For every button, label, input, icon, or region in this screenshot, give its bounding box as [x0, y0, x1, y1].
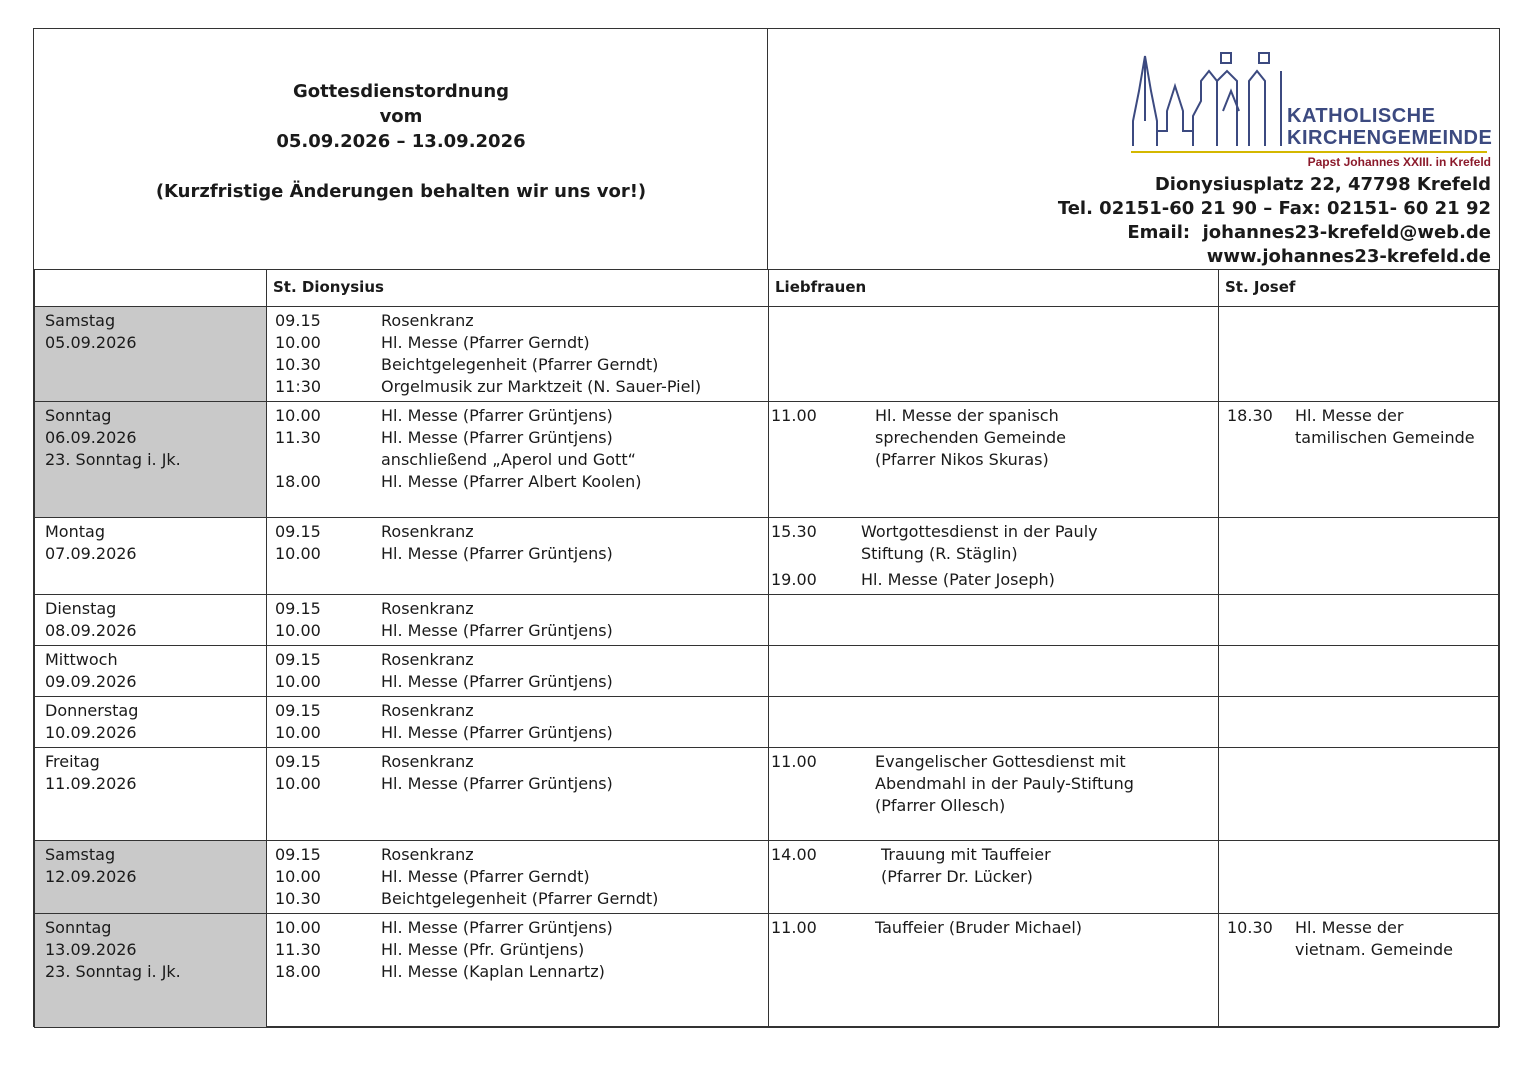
address: Dionysiusplatz 22, 47798 Krefeld	[1154, 174, 1491, 195]
event-time: 11.00	[771, 918, 817, 937]
event-time: 09.15	[275, 701, 321, 720]
logo-subtitle: Papst Johannes XXIII. in Krefeld	[1307, 155, 1491, 169]
event-time: 18.00	[275, 472, 321, 491]
event-time	[1227, 427, 1295, 449]
liebfrauen-cell	[769, 595, 1219, 646]
day-name: Freitag	[45, 752, 100, 771]
event-description: Hl. Messe (Pfarrer Gerndt)	[381, 867, 590, 886]
event-description: sprechenden Gemeinde	[875, 428, 1066, 447]
title-date-range: 05.09.2026 – 13.09.2026	[276, 131, 526, 152]
event-description: (Pfarrer Ollesch)	[875, 796, 1006, 815]
event-time: 10.00	[275, 672, 321, 691]
event-time	[771, 427, 875, 449]
day-date: 05.09.2026	[45, 333, 137, 352]
event-description: Hl. Messe der spanisch	[875, 406, 1059, 425]
event-description: Hl. Messe (Pfarrer Gerndt)	[381, 333, 590, 352]
event-time: 10.00	[275, 918, 321, 937]
event-time: 09.15	[275, 752, 321, 771]
table-row	[35, 914, 1499, 1028]
event-time	[771, 449, 875, 471]
table-row	[35, 646, 1499, 697]
event-entry	[275, 722, 760, 744]
event-time: 11.00	[771, 752, 817, 771]
event-entry	[275, 354, 760, 376]
parish-logo	[1131, 51, 1491, 171]
event-time: 10.00	[275, 723, 321, 742]
day-date: 10.09.2026	[45, 723, 137, 742]
day-cell	[35, 307, 267, 402]
event-description: Orgelmusik zur Marktzeit (N. Sauer-Piel)	[381, 377, 702, 396]
liebfrauen-cell	[769, 402, 1219, 518]
table-row	[35, 748, 1499, 841]
table-header-row	[35, 270, 1499, 307]
event-entry	[275, 332, 760, 354]
event-time: 10.30	[1227, 918, 1273, 937]
liebfrauen-cell	[769, 748, 1219, 841]
st-dionysius-cell	[267, 697, 769, 748]
day-name: Mittwoch	[45, 650, 118, 669]
day-date: 12.09.2026	[45, 867, 137, 886]
table-row	[35, 518, 1499, 595]
day-name: Sonntag	[45, 918, 112, 937]
website-link[interactable]: www.johannes23-krefeld.de	[1206, 246, 1491, 267]
day-cell	[35, 518, 267, 595]
event-description: Hl. Messe der	[1295, 406, 1404, 425]
event-entry	[1227, 939, 1490, 961]
st-josef-cell	[1219, 518, 1499, 595]
st-dionysius-cell	[267, 518, 769, 595]
event-entry	[275, 471, 760, 493]
day-date: 13.09.2026	[45, 940, 137, 959]
event-entry	[771, 917, 1216, 939]
contact-block	[1058, 173, 1491, 269]
event-time: 09.15	[275, 311, 321, 330]
event-description: anschließend „Aperol und Gott“	[381, 450, 636, 469]
table-row	[35, 595, 1499, 646]
event-time: 11.30	[275, 428, 321, 447]
day-name: Samstag	[45, 311, 116, 330]
event-time	[771, 773, 875, 795]
event-entry	[771, 521, 1216, 543]
event-description: Rosenkranz	[381, 311, 474, 330]
event-description: (Pfarrer Dr. Lücker)	[881, 867, 1033, 886]
event-time: 09.15	[275, 650, 321, 669]
event-description: Hl. Messe (Pater Joseph)	[861, 570, 1055, 589]
event-entry	[771, 751, 1216, 773]
event-time: 10.30	[275, 355, 321, 374]
event-time: 09.15	[275, 845, 321, 864]
event-time: 18.00	[275, 962, 321, 981]
changes-note: (Kurzfristige Änderungen behalten wir uns vor!)	[155, 181, 647, 202]
event-description: Hl. Messe (Kaplan Lennartz)	[381, 962, 605, 981]
event-time: 11:30	[275, 377, 322, 396]
liturgical-day: 23. Sonntag i. Jk.	[45, 450, 181, 469]
event-time: 10.00	[275, 406, 321, 425]
church-towers-icon	[1131, 51, 1291, 151]
event-entry	[275, 427, 760, 449]
st-josef-cell	[1219, 402, 1499, 518]
event-entry	[275, 671, 760, 693]
event-time: 10.00	[275, 867, 321, 886]
st-josef-cell	[1219, 841, 1499, 914]
liturgical-day: 23. Sonntag i. Jk.	[45, 962, 181, 981]
event-description: Hl. Messe (Pfarrer Albert Koolen)	[381, 472, 642, 491]
event-description: Hl. Messe (Pfarrer Grüntjens)	[381, 774, 613, 793]
day-date: 09.09.2026	[45, 672, 137, 691]
column-header-st-josef: St. Josef	[1219, 270, 1499, 307]
header-title-area	[34, 29, 768, 269]
event-time: 10.00	[275, 621, 321, 640]
event-entry	[771, 773, 1216, 795]
event-description: Hl. Messe der	[1295, 918, 1404, 937]
event-description: Hl. Messe (Pfarrer Grüntjens)	[381, 406, 613, 425]
event-description: Abendmahl in der Pauly-Stiftung	[875, 774, 1134, 793]
st-josef-cell	[1219, 307, 1499, 402]
event-entry	[771, 569, 1216, 591]
event-entry	[275, 620, 760, 642]
day-name: Samstag	[45, 845, 116, 864]
event-description: Hl. Messe (Pfarrer Grüntjens)	[381, 918, 613, 937]
logo-text-line2: KIRCHENGEMEINDE	[1287, 127, 1493, 149]
event-entry	[771, 405, 1216, 427]
day-date: 07.09.2026	[45, 544, 137, 563]
event-time	[771, 543, 861, 565]
column-header-liebfrauen: Liebfrauen	[769, 270, 1219, 307]
event-time: 10.00	[275, 333, 321, 352]
event-entry	[1227, 427, 1490, 449]
liebfrauen-cell	[769, 518, 1219, 595]
table-row	[35, 402, 1499, 518]
st-dionysius-cell	[267, 646, 769, 697]
st-dionysius-cell	[267, 307, 769, 402]
st-josef-cell	[1219, 748, 1499, 841]
day-date: 06.09.2026	[45, 428, 137, 447]
title-line: Gottesdienstordnung	[292, 81, 510, 102]
email-line	[1058, 221, 1491, 245]
event-entry	[275, 449, 760, 471]
event-time: 10.00	[275, 544, 321, 563]
event-entry	[771, 427, 1216, 449]
event-description: Rosenkranz	[381, 701, 474, 720]
table-row	[35, 697, 1499, 748]
event-entry	[275, 888, 760, 910]
event-entry	[771, 449, 1216, 471]
event-description: Hl. Messe (Pfr. Grüntjens)	[381, 940, 585, 959]
event-description: Rosenkranz	[381, 599, 474, 618]
event-entry	[275, 866, 760, 888]
event-entry	[771, 866, 1216, 888]
event-description: Beichtgelegenheit (Pfarrer Gerndt)	[381, 355, 659, 374]
event-description: vietnam. Gemeinde	[1295, 940, 1453, 959]
st-josef-cell	[1219, 914, 1499, 1028]
day-cell	[35, 748, 267, 841]
event-description: Hl. Messe (Pfarrer Grüntjens)	[381, 428, 613, 447]
day-cell	[35, 402, 267, 518]
event-time: 10.00	[275, 774, 321, 793]
day-cell	[35, 697, 267, 748]
event-description: Rosenkranz	[381, 522, 474, 541]
liebfrauen-cell	[769, 307, 1219, 402]
event-time: 19.00	[771, 570, 817, 589]
event-description: Trauung mit Tauffeier	[881, 845, 1051, 864]
event-time: 18.30	[1227, 406, 1273, 425]
event-time: 09.15	[275, 599, 321, 618]
event-time	[275, 449, 381, 471]
event-entry	[275, 939, 760, 961]
event-entry	[275, 700, 760, 722]
logo-text-line1: KATHOLISCHE	[1287, 105, 1436, 127]
event-entry	[275, 649, 760, 671]
day-cell	[35, 646, 267, 697]
event-description: Tauffeier (Bruder Michael)	[875, 918, 1083, 937]
event-entry	[275, 773, 760, 795]
day-cell	[35, 595, 267, 646]
liebfrauen-cell	[769, 914, 1219, 1028]
email-label: Email:	[1127, 222, 1191, 243]
event-entry	[275, 543, 760, 565]
event-entry	[771, 844, 1216, 866]
event-description: Rosenkranz	[381, 650, 474, 669]
st-josef-cell	[1219, 595, 1499, 646]
page-title	[34, 79, 768, 204]
event-time: 11.30	[275, 940, 321, 959]
event-time: 09.15	[275, 522, 321, 541]
event-description: Rosenkranz	[381, 845, 474, 864]
liebfrauen-cell	[769, 697, 1219, 748]
event-time: 10.30	[275, 889, 321, 908]
event-time: 11.00	[771, 406, 817, 425]
st-josef-cell	[1219, 697, 1499, 748]
day-date: 11.09.2026	[45, 774, 137, 793]
day-cell	[35, 841, 267, 914]
day-name: Donnerstag	[45, 701, 139, 720]
email-link[interactable]: johannes23-krefeld@web.de	[1202, 222, 1491, 243]
event-entry	[275, 751, 760, 773]
event-description: Evangelischer Gottesdienst mit	[875, 752, 1126, 771]
event-description: Hl. Messe (Pfarrer Grüntjens)	[381, 544, 613, 563]
liebfrauen-cell	[769, 646, 1219, 697]
schedule-table	[34, 269, 1499, 1028]
table-row	[35, 307, 1499, 402]
event-time: 14.00	[771, 845, 817, 864]
day-name: Dienstag	[45, 599, 117, 618]
logo-underline	[1131, 151, 1487, 153]
event-entry	[275, 844, 760, 866]
event-description: Hl. Messe (Pfarrer Grüntjens)	[381, 723, 613, 742]
liebfrauen-cell	[769, 841, 1219, 914]
event-description: Wortgottesdienst in der Pauly	[861, 522, 1098, 541]
event-description: tamilischen Gemeinde	[1295, 428, 1475, 447]
event-entry	[1227, 917, 1490, 939]
event-entry	[1227, 405, 1490, 427]
event-entry	[771, 543, 1216, 565]
schedule-sheet	[33, 28, 1500, 1027]
event-description: (Pfarrer Nikos Skuras)	[875, 450, 1049, 469]
phone-fax: Tel. 02151-60 21 90 – Fax: 02151- 60 21 92	[1057, 198, 1491, 219]
event-time	[771, 795, 875, 817]
event-entry	[275, 310, 760, 332]
st-josef-cell	[1219, 646, 1499, 697]
event-time: 15.30	[771, 522, 817, 541]
event-entry	[275, 598, 760, 620]
event-entry	[275, 917, 760, 939]
st-dionysius-cell	[267, 914, 769, 1028]
st-dionysius-cell	[267, 841, 769, 914]
event-entry	[275, 405, 760, 427]
event-time	[1227, 939, 1295, 961]
event-entry	[275, 521, 760, 543]
day-name: Sonntag	[45, 406, 112, 425]
st-dionysius-cell	[267, 402, 769, 518]
event-entry	[275, 376, 760, 398]
event-entry	[275, 961, 760, 983]
title-line: vom	[379, 106, 423, 127]
day-date: 08.09.2026	[45, 621, 137, 640]
event-description: Hl. Messe (Pfarrer Grüntjens)	[381, 672, 613, 691]
column-header-day	[35, 270, 267, 307]
event-description: Rosenkranz	[381, 752, 474, 771]
day-cell	[35, 914, 267, 1028]
event-time	[771, 866, 881, 888]
st-dionysius-cell	[267, 748, 769, 841]
st-dionysius-cell	[267, 595, 769, 646]
table-row	[35, 841, 1499, 914]
event-description: Beichtgelegenheit (Pfarrer Gerndt)	[381, 889, 659, 908]
header-contact-area	[768, 29, 1501, 269]
day-name: Montag	[45, 522, 105, 541]
column-header-st-dionysius: St. Dionysius	[267, 270, 769, 307]
event-entry	[771, 795, 1216, 817]
event-description: Stiftung (R. Stäglin)	[861, 544, 1018, 563]
event-description: Hl. Messe (Pfarrer Grüntjens)	[381, 621, 613, 640]
